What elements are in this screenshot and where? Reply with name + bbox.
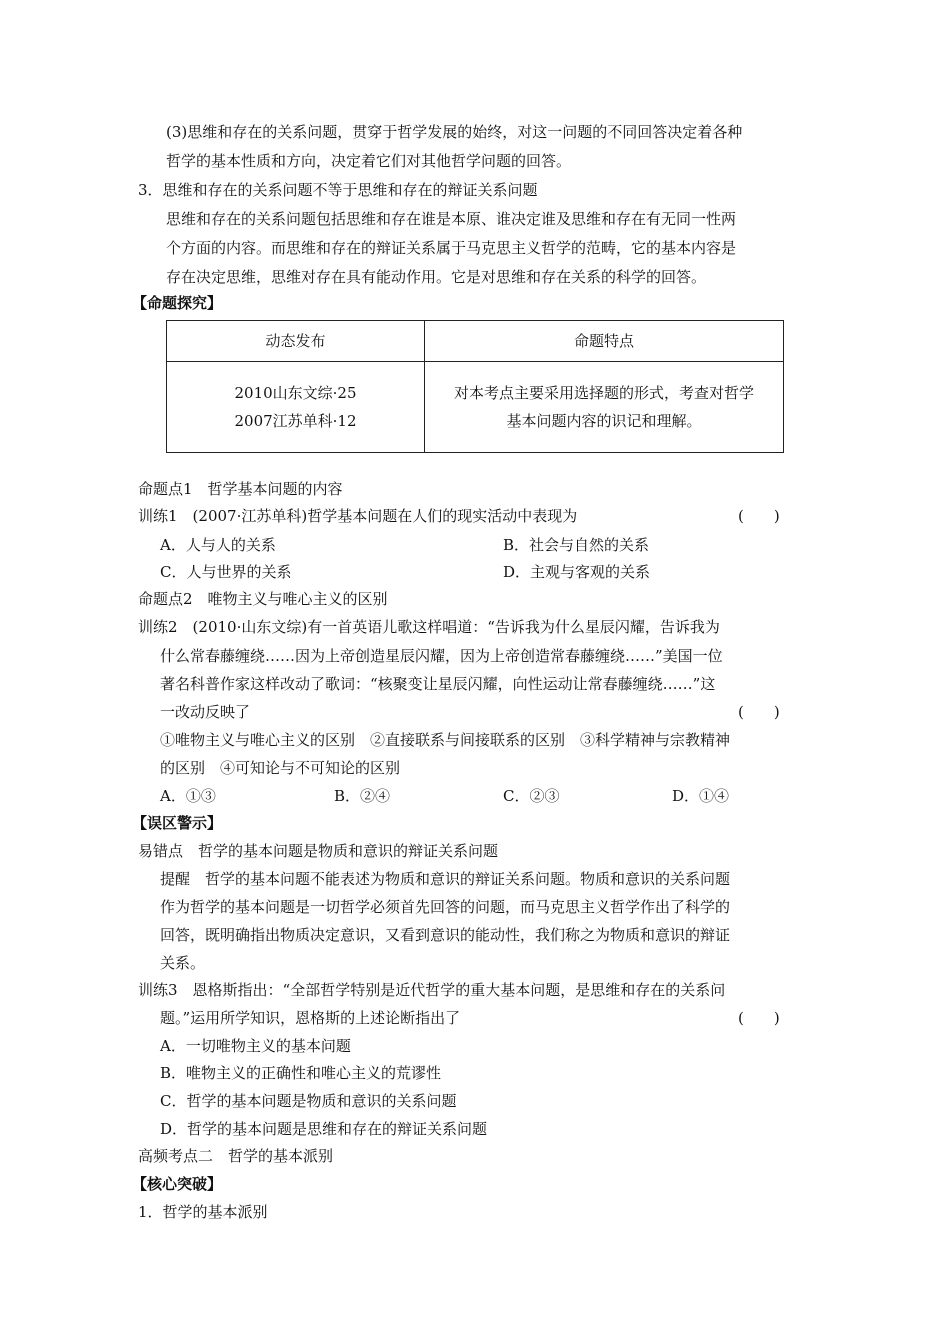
exercise-2-option-c: C．②③: [503, 787, 560, 805]
table-header-release: 动态发布: [167, 321, 425, 362]
table-cell-release: [167, 362, 425, 453]
reminder-line-1: 提醒 哲学的基本问题不能表述为物质和意识的辩证关系问题。物质和意识的关系问题: [160, 870, 731, 888]
exercise-1-option-b: B．社会与自然的关系: [503, 536, 650, 554]
point-1-title: 命题点1 哲学基本问题的内容: [138, 480, 343, 498]
section-heading-wuqu: 【误区警示】: [132, 814, 223, 832]
exercise-3-answer-blank: ( ): [738, 1009, 780, 1027]
paragraph-line-1: 思维和存在的关系问题包括思维和存在谁是本原、谁决定谁及思维和存在有无同一性两: [166, 210, 737, 228]
exercise-1-question: 训练1 (2007·江苏单科)哲学基本问题在人们的现实活动中表现为: [138, 507, 578, 525]
exam-analysis-table: [166, 320, 784, 453]
exercise-2-statements-line-1: ①唯物主义与唯心主义的区别 ②直接联系与间接联系的区别 ③科学精神与宗教精神: [160, 731, 731, 749]
paragraph-line-2: 个方面的内容。而思维和存在的辩证关系属于马克思主义哲学的范畴，它的基本内容是: [166, 239, 737, 257]
point-2-title: 命题点2 唯物主义与唯心主义的区别: [138, 590, 388, 608]
release-line-1: 2010山东文综·25: [234, 384, 357, 402]
intro-line-2: 哲学的基本性质和方向，决定着它们对其他哲学问题的回答。: [166, 152, 572, 170]
intro-line-1: (3)思维和存在的关系问题，贯穿于哲学发展的始终，对这一问题的不同回答决定着各种: [166, 123, 743, 141]
exercise-2-option-a: A．①③: [160, 787, 216, 805]
reminder-line-2: 作为哲学的基本问题是一切哲学必须首先回答的问题，而马克思主义哲学作出了科学的: [160, 898, 731, 916]
exercise-1-option-d: D．主观与客观的关系: [503, 563, 651, 581]
paragraph-line-3: 存在决定思维，思维对存在具有能动作用。它是对思维和存在关系的科学的回答。: [166, 268, 707, 286]
exercise-3-option-c: C．哲学的基本问题是物质和意识的关系问题: [160, 1092, 457, 1110]
release-line-2: 2007江苏单科·12: [234, 412, 357, 430]
subheading-1: 1．哲学的基本派别: [138, 1203, 268, 1221]
section-heading-hexin: 【核心突破】: [132, 1175, 223, 1193]
exercise-2-answer-blank: ( ): [738, 703, 780, 721]
exercise-3-option-b: B．唯物主义的正确性和唯心主义的荒谬性: [160, 1064, 442, 1082]
feature-line-1: 对本考点主要采用选择题的形式，考查对哲学: [453, 384, 754, 402]
exercise-3-option-d: D．哲学的基本问题是思维和存在的辩证关系问题: [160, 1120, 488, 1138]
table-header-feature: 命题特点: [425, 321, 784, 362]
error-point-title: 易错点 哲学的基本问题是物质和意识的辩证关系问题: [138, 842, 499, 860]
exercise-2-statements-line-2: 的区别 ④可知论与不可知论的区别: [160, 759, 401, 777]
table-row: [167, 362, 784, 453]
exercise-2-question-line-2: 什么常春藤缠绕……因为上帝创造星辰闪耀，因为上帝创造常春藤缠绕……”美国一位: [160, 647, 723, 665]
exercise-1-answer-blank: ( ): [738, 507, 780, 525]
exercise-2-question-line-1: 训练2 (2010·山东文综)有一首英语儿歌这样唱道：“告诉我为什么星辰闪耀，告诉我为: [138, 618, 720, 636]
exercise-3-question-line-1: 训练3 恩格斯指出：“全部哲学特别是近代哲学的重大基本问题，是思维和存在的关系问: [138, 981, 726, 999]
exercise-3-option-a: A．一切唯物主义的基本问题: [160, 1037, 351, 1055]
exercise-2-question-line-4: 一改动反映了: [160, 703, 251, 721]
exercise-2-question-line-3: 著名科普作家这样改动了歌词：“核聚变让星辰闪耀，向性运动让常春藤缠绕……”这: [160, 675, 716, 693]
reminder-line-3: 回答，既明确指出物质决定意识，又看到意识的能动性，我们称之为物质和意识的辩证: [160, 926, 731, 944]
exercise-1-option-c: C．人与世界的关系: [160, 563, 292, 581]
table-header-row: [167, 321, 784, 362]
exercise-3-question-line-2: 题。”运用所学知识，恩格斯的上述论断指出了: [160, 1009, 461, 1027]
subheading-3: 3．思维和存在的关系问题不等于思维和存在的辩证关系问题: [138, 181, 538, 199]
table-cell-feature: [425, 362, 784, 453]
high-frequency-point-2: 高频考点二 哲学的基本派别: [138, 1147, 334, 1165]
reminder-line-4: 关系。: [160, 954, 206, 972]
section-heading-mingti: 【命题探究】: [132, 294, 223, 312]
exercise-2-option-d: D．①④: [672, 787, 730, 805]
feature-line-2: 基本问题内容的识记和理解。: [506, 412, 702, 430]
exercise-2-option-b: B．②④: [334, 787, 391, 805]
exercise-1-option-a: A．人与人的关系: [160, 536, 276, 554]
